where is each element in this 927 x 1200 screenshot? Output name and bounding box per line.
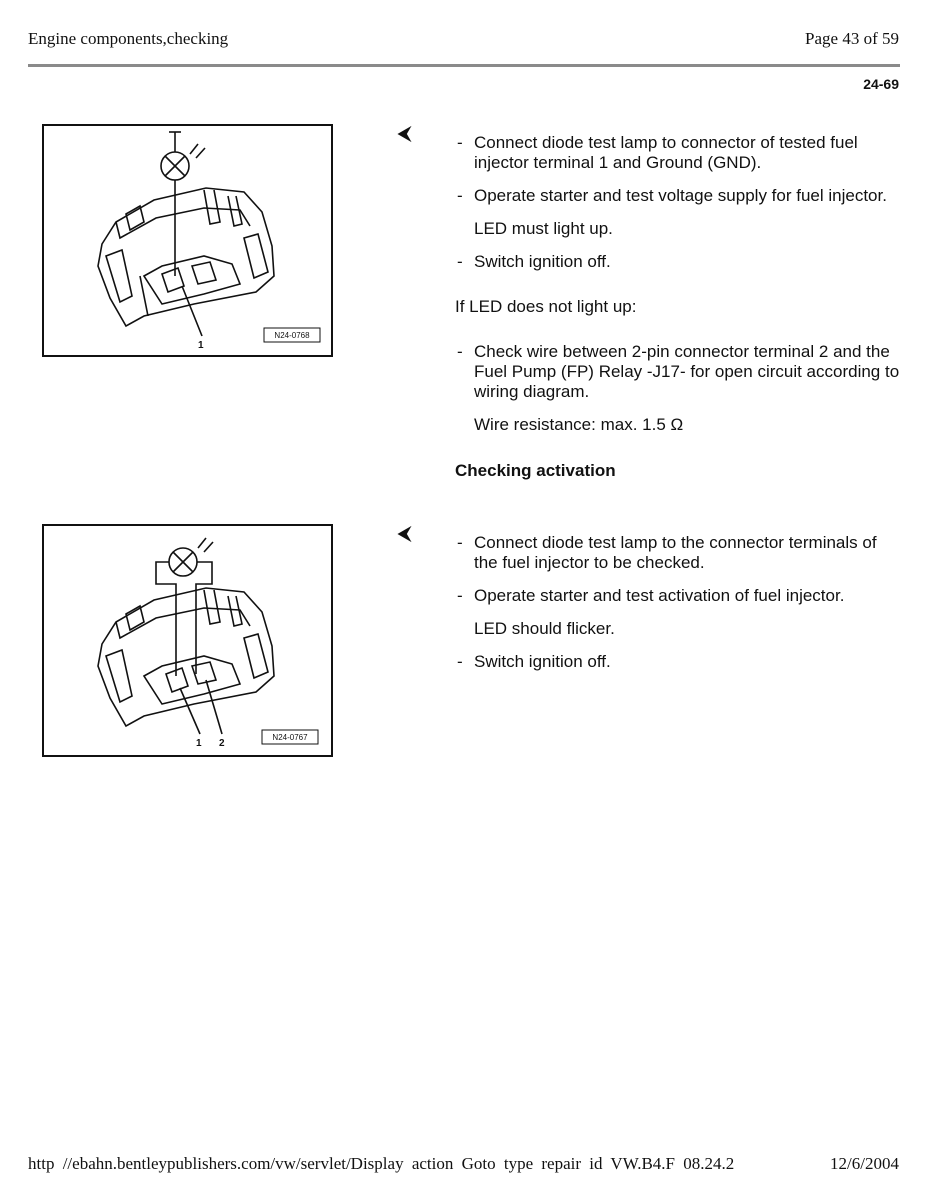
instructions-block-2: [455, 533, 900, 672]
section-number: 24-69: [863, 76, 899, 92]
callout-2: 2: [219, 738, 225, 749]
figure-code: N24-0768: [274, 331, 310, 340]
step-text: Connect diode test lamp to the connector terminals of the fuel injector to be checked.: [474, 533, 877, 572]
connector-illustration-1: [44, 126, 331, 355]
callout-1: 1: [198, 340, 204, 351]
step-item: - Check wire between 2-pin connector terminal 2 and the Fuel Pump (FP) Relay -J17- for open circuit according to wiring diagram.: [457, 342, 900, 401]
section-heading: Checking activation: [455, 461, 616, 480]
step-text: Connect diode test lamp to connector of tested fuel injector terminal 1 and Ground (GND).: [474, 133, 858, 172]
page-indicator: Page 43 of 59: [805, 29, 899, 48]
step-text: Switch ignition off.: [474, 652, 611, 671]
step-text: Check wire between 2-pin connector terminal 2 and the Fuel Pump (FP) Relay -J17- for open circuit according to wiring diagram.: [474, 342, 900, 401]
step-text: Operate starter and test activation of fuel injector.: [474, 586, 845, 605]
step-text: Operate starter and test voltage supply for fuel injector.: [474, 186, 887, 205]
step-text: Switch ignition off.: [474, 252, 611, 271]
step-item: - Connect diode test lamp to the connector terminals of the fuel injector to be checked.: [457, 533, 877, 572]
step-item: - Connect diode test lamp to connector of tested fuel injector terminal 1 and Ground (GND).: [457, 133, 858, 172]
condition-text: If LED does not light up:: [455, 297, 637, 316]
step-item: - Switch ignition off.: [457, 252, 611, 271]
result-note: LED should flicker.: [474, 619, 615, 638]
step-item: - Switch ignition off.: [457, 652, 611, 671]
step-item: - Operate starter and test voltage supply for fuel injector.: [457, 186, 887, 205]
figure-code: N24-0767: [272, 733, 308, 742]
source-url: http //ebahn.bentleypublishers.com/vw/servlet/Display action Goto type repair id VW.B4.F 08.24.2: [28, 1154, 735, 1173]
document-title: Engine components,checking: [28, 29, 229, 48]
page-footer: [28, 1154, 899, 1174]
figure-pointer-icon: ⮜: [398, 123, 411, 143]
callout-1: 1: [196, 738, 202, 749]
connector-illustration-2: [44, 526, 331, 755]
figure-test-lamp-terminals-1-2: [42, 524, 333, 757]
instructions-block-1: [455, 133, 900, 481]
print-date: 12/6/2004: [830, 1154, 899, 1173]
figure-pointer-icon: ⮜: [398, 523, 411, 543]
header-divider: [28, 64, 900, 67]
result-note: LED must light up.: [474, 219, 613, 238]
spec-value: Wire resistance: max. 1.5 Ω: [474, 415, 684, 434]
figure-test-lamp-terminal-1: [42, 124, 333, 357]
step-item: - Operate starter and test activation of fuel injector.: [457, 586, 845, 605]
